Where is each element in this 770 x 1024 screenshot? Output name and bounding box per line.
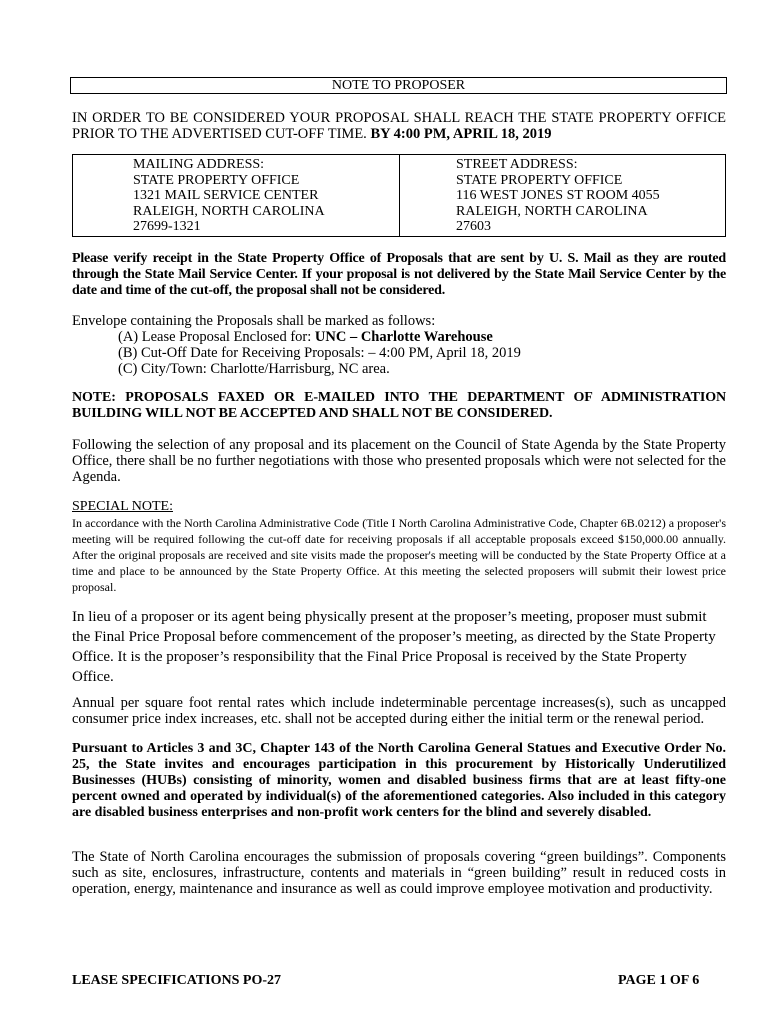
green-buildings-paragraph: The State of North Carolina encourages the submission of proposals covering “green buildings”. Components such as site, enclosures, infrastructure, contents and materials in “green building” result in reduced costs in operation, energy, maintenance and insurance as well as could improve employee motivation and productivity. [72, 849, 726, 897]
envelope-item-a-value: UNC – Charlotte Warehouse [314, 329, 493, 345]
special-note-heading: SPECIAL NOTE: [72, 499, 173, 514]
fax-email-note: NOTE: PROPOSALS FAXED OR E-MAILED INTO THE DEPARTMENT OF ADMINISTRATION BUILDING WILL NOT BE ACCEPTED AND SHALL NOT BE CONSIDERED. [72, 390, 726, 421]
envelope-item-a [72, 329, 726, 345]
deadline-text: BY 4:00 PM, APRIL 18, 2019 [370, 126, 552, 142]
mailing-address-line: RALEIGH, NORTH CAROLINA [133, 203, 325, 219]
rental-rates-paragraph: Annual per square foot rental rates which include indeterminable percentage increases(s), such as uncapped consumer price index increases, etc. shall not be accepted during either the initial term or the renewal period. [72, 695, 726, 727]
street-address-heading: STREET ADDRESS: [456, 157, 578, 172]
mailing-address-line: 1321 MAIL SERVICE CENTER [133, 188, 319, 204]
street-address-line: STATE PROPERTY OFFICE [456, 172, 623, 188]
mailing-address-line: 27699-1321 [133, 219, 201, 235]
page-title: NOTE TO PROPOSER [70, 77, 727, 94]
street-address-line: RALEIGH, NORTH CAROLINA [456, 203, 648, 219]
envelope-intro: Envelope containing the Proposals shall be marked as follows: [72, 313, 436, 329]
mailing-address [133, 157, 325, 235]
street-address-line: 116 WEST JONES ST ROOM 4055 [456, 188, 660, 204]
address-table [72, 154, 726, 237]
footer-document-id: LEASE SPECIFICATIONS PO-27 [72, 973, 282, 988]
address-divider [399, 155, 400, 236]
mailing-address-line: STATE PROPERTY OFFICE [133, 172, 300, 188]
footer-page-number: PAGE 1 OF 6 [618, 973, 700, 988]
mailing-address-heading: MAILING ADDRESS: [133, 157, 265, 172]
envelope-instructions [72, 313, 726, 377]
hub-participation-paragraph: Pursuant to Articles 3 and 3C, Chapter 143 of the North Carolina General Statues and Executive Order No. 25, the State invites and encourages participation in this procurement by Historically Underutilized Businesses (HUBs) consisting of minority, women and disabled business firms that are at least fifty-one percent owned and operated by individual(s) of the aforementioned categories. Also included in this category are disabled business enterprises and non-profit work centers for the blind and severely disabled. [72, 741, 726, 820]
special-note-text: In accordance with the North Carolina Administrative Code (Title I North Carolina Administrative Code, Chapter 6B.0212) a proposer's meeting will be required following the cut-off date for receiving proposals if all acceptable proposals exceed $150,000.00 annually. After the original proposals are received and site visits made the proposer's meeting will be conducted by the State Property Office at a time and place to be announced by the State Property Office. At this meeting the selected proposers will submit their lowest price proposal. [72, 516, 726, 594]
final-price-paragraph: In lieu of a proposer or its agent being physically present at the proposer’s meeting, proposer must submit the Final Price Proposal before commencement of the proposer’s meeting, as directed by the State Property Office. It is the proposer’s responsibility that the Final Price Proposal is received by the State Property Office. [72, 609, 716, 685]
intro-text: IN ORDER TO BE CONSIDERED YOUR PROPOSAL SHALL REACH THE STATE PROPERTY OFFICE PRIOR TO THE ADVERTISED CUT-OFF TIME. [72, 110, 726, 142]
verify-receipt-note: Please verify receipt in the State Property Office of Proposals that are sent by U. S. Mail as they are routed through the State Mail Service Center. If your proposal is not delivered by the State Mail Service Center by the date and time of the cut-off, the proposal shall not be considered. [72, 251, 726, 298]
intro-paragraph [72, 110, 726, 142]
envelope-item-b: (B) Cut-Off Date for Receiving Proposals: – 4:00 PM, April 18, 2019 [118, 345, 521, 361]
envelope-item-c: (C) City/Town: Charlotte/Harrisburg, NC area. [118, 361, 390, 377]
envelope-item-a-label: (A) Lease Proposal Enclosed for: [118, 329, 315, 345]
negotiation-paragraph: Following the selection of any proposal and its placement on the Council of State Agenda by the State Property Office, there shall be no further negotiations with those who presented proposals which were not selected for the Agenda. [72, 437, 726, 485]
street-address-line: 27603 [456, 219, 491, 235]
street-address [456, 157, 660, 235]
